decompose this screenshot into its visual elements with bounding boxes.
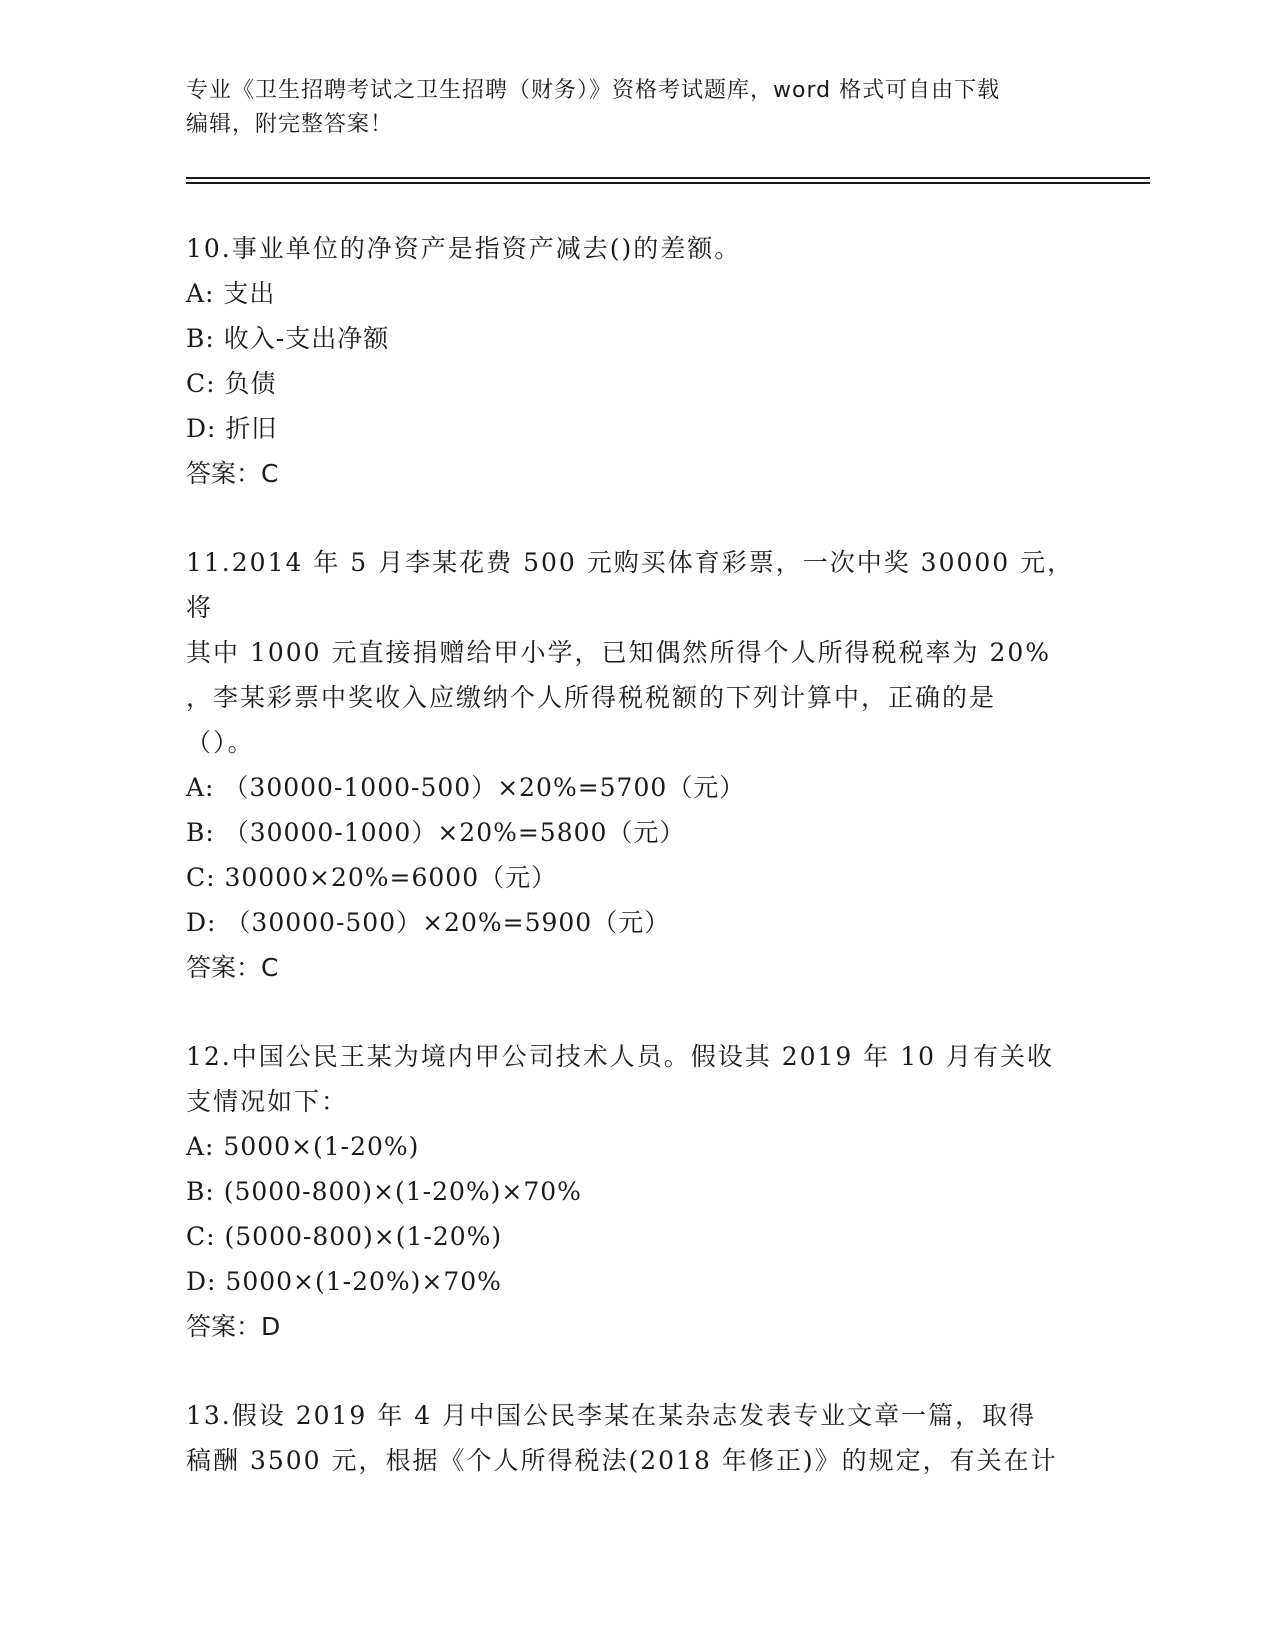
question-text-line: 支情况如下： xyxy=(186,1087,349,1116)
answer-text: 答案：D xyxy=(186,1312,281,1341)
option-d: D: 5000×(1-20%)×70% xyxy=(186,1267,502,1296)
question-text-line: 稿酬 3500 元，根据《个人所得税法(2018 年修正)》的规定，有关在计 xyxy=(186,1446,1058,1475)
question-text-line: 12.中国公民王某为境内甲公司技术人员。假设其 2019 年 10 月有关收 xyxy=(186,1042,1054,1071)
option-b: B: (5000-800)×(1-20%)×70% xyxy=(186,1177,582,1206)
question-11 xyxy=(186,540,1086,990)
question-12 xyxy=(186,1034,1086,1349)
option-d: D: 折旧 xyxy=(186,414,278,443)
option-b: B: （30000-1000）×20%=5800（元） xyxy=(186,818,686,847)
question-10 xyxy=(186,226,1086,496)
question-text-line: 13.假设 2019 年 4 月中国公民李某在某杂志发表专业文章一篇，取得 xyxy=(186,1401,1037,1430)
question-text-line: ，李某彩票中奖收入应缴纳个人所得税税额的下列计算中，正确的是 xyxy=(186,683,997,712)
header-line-1: 专业《卫生招聘考试之卫生招聘（财务）》资格考试题库，word 格式可自由下载 xyxy=(186,78,1001,103)
header-divider-top xyxy=(186,177,1150,179)
question-text-line: 10.事业单位的净资产是指资产减去()的差额。 xyxy=(186,234,742,263)
document-header xyxy=(186,74,1086,142)
option-a: A: （30000-1000-500）×20%=5700（元） xyxy=(186,773,746,802)
header-line-2: 编辑，附完整答案！ xyxy=(186,112,394,137)
option-a: A: 5000×(1-20%) xyxy=(186,1132,420,1161)
option-a: A: 支出 xyxy=(186,279,276,308)
option-d: D: （30000-500）×20%=5900（元） xyxy=(186,908,671,937)
header-divider-bottom xyxy=(186,182,1150,184)
option-b: B: 收入-支出净额 xyxy=(186,324,390,353)
question-text-line: 其中 1000 元直接捐赠给甲小学，已知偶然所得个人所得税税率为 20% xyxy=(186,638,1052,667)
option-c: C: 30000×20%=6000（元） xyxy=(186,863,558,892)
answer-text: 答案：C xyxy=(186,953,279,982)
option-c: C: (5000-800)×(1-20%) xyxy=(186,1222,503,1251)
question-text-line: 11.2014 年 5 月李某花费 500 元购买体育彩票，一次中奖 30000 元，将 xyxy=(186,548,1075,622)
answer-text: 答案：C xyxy=(186,459,279,488)
question-list xyxy=(186,226,1086,1527)
question-text-line: （）。 xyxy=(186,728,255,757)
question-13 xyxy=(186,1393,1086,1483)
option-c: C: 负债 xyxy=(186,369,277,398)
